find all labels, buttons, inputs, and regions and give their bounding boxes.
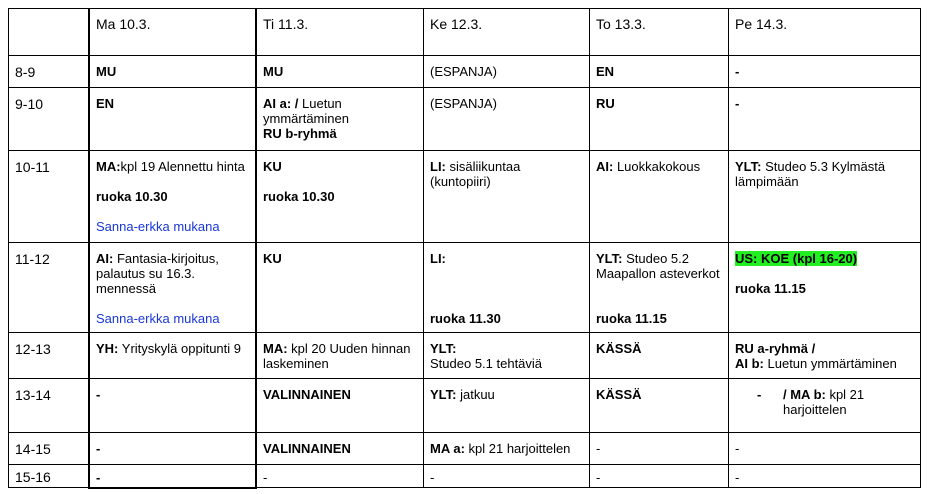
lesson-subject: KÄSSÄ: [596, 387, 642, 402]
row-divider: [8, 332, 921, 333]
lesson-cell: [256, 333, 423, 378]
lesson-subject: -: [430, 470, 435, 485]
lesson-subject: YLT:: [430, 387, 457, 402]
lesson-subject: KU: [263, 251, 282, 266]
lesson-subject: YH:: [96, 341, 119, 356]
lesson-cell: [89, 465, 256, 489]
lesson-description: kpl 19 Alennettu hinta: [120, 159, 245, 174]
lesson-cell: [423, 433, 589, 464]
lesson-subject: -: [735, 470, 740, 485]
lesson-cell: [89, 88, 256, 150]
lunch-time: ruoka 10.30: [96, 189, 168, 204]
header-friday: Pe 14.3.: [735, 16, 788, 32]
lesson-description: Luetun ymmärtäminen: [763, 356, 897, 371]
lesson-subject: (ESPANJA): [430, 96, 497, 111]
lesson-subject: (ESPANJA): [430, 64, 497, 79]
lesson-cell: [256, 88, 423, 150]
lesson-cell: [423, 333, 589, 378]
lesson-subject: -: [596, 470, 601, 485]
lesson-cell: [589, 88, 728, 150]
lesson-cell: [89, 379, 256, 432]
lesson-subject: VALINNAINEN: [263, 387, 351, 402]
lesson-description: kpl 21 harjoittelen: [783, 387, 865, 417]
time-slot: 14-15: [15, 441, 51, 457]
lesson-cell: [89, 56, 256, 87]
lesson-subject: YLT:: [735, 159, 762, 174]
lesson-subject: AI a: /: [263, 96, 299, 111]
lesson-cell: [256, 151, 423, 242]
time-slot: 12-13: [15, 341, 51, 357]
lesson-cell: [589, 433, 728, 464]
table-border: [8, 8, 9, 488]
lesson-description: Luokkakokous: [613, 159, 701, 174]
weekly-schedule-table: [8, 8, 921, 489]
table-border-thick: [89, 487, 257, 489]
lesson-cell: [728, 465, 921, 489]
lesson-description: Studeo 5.1 tehtäviä: [430, 356, 543, 371]
lesson-cell: [728, 243, 921, 332]
assistant-note: Sanna-erkka mukana: [96, 311, 220, 326]
column-divider: [589, 8, 590, 488]
lesson-cell: [423, 465, 589, 489]
lesson-subject: RU a-ryhmä /: [735, 341, 816, 356]
lesson-subject: YLT:: [430, 341, 457, 356]
row-divider: [8, 87, 921, 88]
lesson-cell: [256, 433, 423, 464]
column-divider-thick: [88, 8, 90, 489]
assistant-note: Sanna-erkka mukana: [96, 219, 220, 234]
time-slot: 15-16: [15, 469, 51, 485]
lesson-cell: [256, 56, 423, 87]
lesson-subject: MA:: [96, 159, 121, 174]
table-border: [8, 8, 921, 9]
lesson-cell: [256, 465, 423, 489]
lunch-time: ruoka 11.15: [735, 281, 806, 296]
lesson-subject: MA:: [263, 341, 288, 356]
lesson-cell: [589, 151, 728, 242]
header-corner: [8, 8, 89, 55]
lesson-cell: [89, 333, 256, 378]
time-slot: 9-10: [15, 96, 44, 112]
lesson-subject: EN: [96, 96, 115, 111]
lesson-subject: -: [735, 441, 740, 456]
table-border: [920, 8, 921, 488]
lesson-subject: VALINNAINEN: [263, 441, 351, 456]
lesson-cell: [589, 56, 728, 87]
lesson-subject: -: [735, 96, 740, 111]
lesson-subject: RU: [596, 96, 615, 111]
lesson-subject: MA a:: [430, 441, 465, 456]
lesson-subject: -: [596, 441, 601, 456]
lesson-description: kpl 20 Uuden hinnan laskeminen: [263, 341, 411, 371]
lesson-subject: EN: [596, 64, 615, 79]
lesson-cell: [423, 151, 589, 242]
lesson-subject: / MA b:: [783, 387, 826, 402]
lunch-time: ruoka 10.30: [263, 189, 335, 204]
lesson-cell: [89, 243, 256, 332]
lesson-subject: MU: [263, 64, 284, 79]
lesson-subject: LI:: [430, 251, 446, 266]
time-slot: 10-11: [15, 159, 50, 175]
lesson-subject: AI:: [96, 251, 114, 266]
lesson-subject: KÄSSÄ: [596, 341, 642, 356]
row-divider: [8, 378, 921, 379]
lesson-cell: [89, 151, 256, 242]
lesson-description: Fantasia-kirjoitus, palautus su 16.3. mennessä: [96, 251, 219, 296]
row-divider: [8, 55, 921, 56]
lesson-cell: [89, 433, 256, 464]
lesson-description: kpl 21 harjoittelen: [464, 441, 571, 456]
lesson-subject: -: [263, 470, 268, 485]
lunch-time: ruoka 11.15: [596, 311, 667, 326]
lesson-group: RU b-ryhmä: [263, 126, 337, 141]
lesson-cell: [589, 465, 728, 489]
lesson-cell: [256, 379, 423, 432]
time-slot: 13-14: [15, 387, 51, 403]
column-divider: [423, 8, 424, 488]
header-monday: Ma 10.3.: [96, 16, 151, 32]
lesson-cell: [728, 379, 921, 432]
lesson-subject: -: [96, 387, 101, 402]
lesson-description: Studeo 5.2 Maapallon asteverkot: [596, 251, 720, 281]
lesson-cell: [589, 243, 728, 332]
row-divider: [8, 464, 921, 465]
lesson-cell: [728, 333, 921, 378]
lesson-cell: [423, 56, 589, 87]
lesson-subject: MU: [96, 64, 117, 79]
time-slot: 8-9: [15, 64, 36, 80]
lesson-cell: [589, 379, 728, 432]
exam-highlight: US: KOE (kpl 16-20): [735, 251, 858, 266]
lesson-subject: AI b:: [735, 356, 764, 371]
column-divider: [728, 8, 729, 488]
lesson-cell: [589, 333, 728, 378]
lesson-subject: -: [735, 64, 740, 79]
lesson-cell: [728, 56, 921, 87]
row-divider: [8, 150, 921, 151]
lesson-subject: KU: [263, 159, 282, 174]
column-divider-thick: [255, 8, 257, 489]
lesson-subject: AI:: [596, 159, 614, 174]
lesson-subject: YLT:: [596, 251, 623, 266]
lesson-subject: -: [96, 441, 101, 456]
list-bullet: -: [757, 387, 762, 402]
row-divider: [8, 432, 921, 433]
header-wednesday: Ke 12.3.: [430, 16, 483, 32]
lesson-subject: LI:: [430, 159, 446, 174]
lesson-cell: [423, 379, 589, 432]
lesson-description: Yrityskylä oppitunti 9: [118, 341, 241, 356]
lesson-description: jatkuu: [456, 387, 495, 402]
lesson-cell: [728, 88, 921, 150]
time-slot: 11-12: [15, 251, 50, 267]
lesson-cell: [256, 243, 423, 332]
lesson-description: Luetun ymmärtäminen: [263, 96, 349, 126]
lesson-cell: [423, 243, 589, 332]
lesson-cell: [423, 88, 589, 150]
lesson-subject: -: [96, 470, 101, 485]
lesson-cell: [728, 433, 921, 464]
lesson-cell: [728, 151, 921, 242]
lunch-time: ruoka 11.30: [430, 311, 501, 326]
header-tuesday: Ti 11.3.: [263, 16, 309, 32]
row-divider: [8, 242, 921, 243]
header-thursday: To 13.3.: [596, 16, 646, 32]
lesson-description: sisäliikuntaa (kuntopiiri): [430, 159, 521, 189]
lesson-description: Studeo 5.3 Kylmästä lämpimään: [735, 159, 886, 189]
